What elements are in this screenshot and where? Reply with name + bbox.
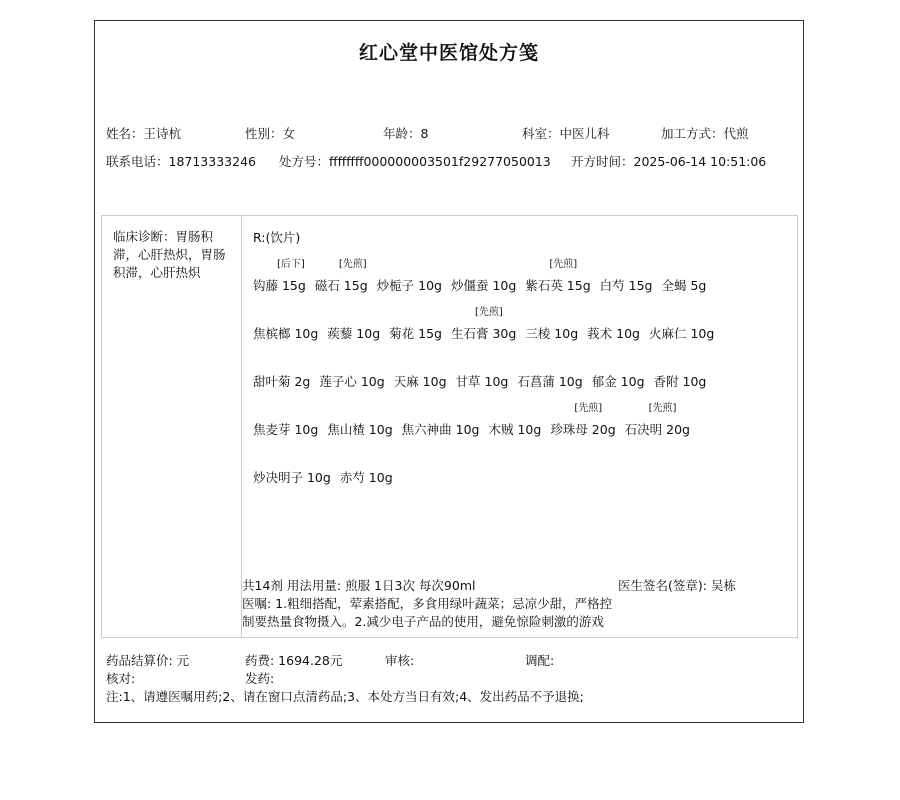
herb-text: 蒺藜 10g <box>327 326 381 341</box>
herb-item <box>394 372 447 390</box>
herb-note: [先煎] <box>549 259 578 270</box>
herb-text: 焦山楂 10g <box>327 422 393 437</box>
herb-text: 赤芍 10g <box>339 470 393 485</box>
rx-header: R:(饮片) <box>253 230 301 245</box>
herb-item <box>517 372 582 390</box>
rx-number: 处方号：ffffffff000000003501f29277050013 <box>279 154 551 169</box>
herb-note: [先煎] <box>574 403 603 414</box>
check: 核对: <box>106 671 136 686</box>
patient-name: 姓名：王诗杭 <box>106 126 182 141</box>
herb-row <box>253 372 715 390</box>
herb-item <box>649 324 714 342</box>
medical-advice: 医嘱: 1.粗细搭配，荤素搭配，多食用绿叶蔬菜；忌凉少甜，严格控制要热量食物摄入。2.减少电子产品的使用，避免惊险刺激的游戏 <box>242 596 613 629</box>
herb-item <box>314 259 368 294</box>
herb-item <box>377 276 442 294</box>
herb-note: [先煎] <box>474 307 503 318</box>
herb-item <box>654 372 707 390</box>
herb-text: 甜叶菊 2g <box>253 374 311 389</box>
herb-item <box>456 372 509 390</box>
herb-text: 莲子心 10g <box>319 374 385 389</box>
doctor-signature: 医生签名(签章): 吴栋 <box>618 578 736 593</box>
herb-item <box>525 259 591 294</box>
herb-note: [后下] <box>277 259 305 270</box>
herb-text: 天麻 10g <box>393 374 447 389</box>
herb-row <box>253 403 699 438</box>
herb-row <box>253 307 723 342</box>
herb-item <box>253 420 318 438</box>
settle-price: 药品结算价: 元 <box>106 653 190 668</box>
herb-item <box>600 276 653 294</box>
drug-fee: 药费: 1694.28元 <box>245 653 343 668</box>
herb-item <box>450 307 517 342</box>
herb-text: 石菖蒲 10g <box>517 374 583 389</box>
herb-text: 甘草 10g <box>455 374 509 389</box>
prescription-sheet <box>94 20 804 723</box>
footer-notes: 注:1、请遵医嘱用药;2、请在窗口点清药品;3、本处方当日有效;4、发出药品不予退换; <box>106 689 584 704</box>
issue: 发药: <box>245 671 275 686</box>
herb-item <box>253 259 306 294</box>
herb-text: 钩藤 15g <box>253 278 306 293</box>
herb-text: 菊花 15g <box>389 326 442 341</box>
prescription-box <box>101 215 798 638</box>
herb-item <box>340 468 393 486</box>
herb-item <box>327 420 392 438</box>
herb-item <box>488 420 541 438</box>
processing-method: 加工方式：代煎 <box>661 126 749 141</box>
herb-text: 焦六神曲 10g <box>401 422 480 437</box>
herb-item <box>253 372 310 390</box>
patient-gender: 性别：女 <box>245 126 296 141</box>
phone: 联系电话：18713333246 <box>106 154 256 169</box>
herb-text: 郁金 10g <box>591 374 645 389</box>
herb-note: [先煎] <box>338 259 367 270</box>
herb-text: 白芍 15g <box>599 278 653 293</box>
herb-item <box>402 420 480 438</box>
herb-text: 三棱 10g <box>525 326 579 341</box>
herb-item <box>389 324 442 342</box>
herb-item <box>525 324 578 342</box>
diagnosis: 临床诊断：胃肠积滞，心肝热炽，胃肠积滞，心肝热炽 <box>102 216 242 637</box>
herb-note: [先煎] <box>648 403 677 414</box>
herb-text: 全蝎 5g <box>661 278 707 293</box>
herb-item <box>319 372 384 390</box>
herb-row <box>253 259 715 294</box>
patient-age: 年龄：8 <box>383 126 429 141</box>
herb-item <box>451 276 516 294</box>
herb-text: 焦槟榔 10g <box>253 326 319 341</box>
herb-item <box>327 324 380 342</box>
herb-item <box>587 324 640 342</box>
page-title: 红心堂中医馆处方笺 <box>358 42 539 64</box>
herb-text: 炒决明子 10g <box>253 470 331 485</box>
herb-text: 炒僵蚕 10g <box>450 278 517 293</box>
herb-item <box>253 468 331 486</box>
herb-text: 炒栀子 10g <box>376 278 442 293</box>
rx-time: 开方时间：2025-06-14 10:51:06 <box>571 154 767 169</box>
herb-item <box>550 403 616 438</box>
herb-text: 木贼 10g <box>488 422 542 437</box>
herb-text: 珍珠母 20g <box>550 422 616 437</box>
herb-item <box>592 372 645 390</box>
herb-text: 莪术 10g <box>587 326 640 341</box>
department: 科室：中医儿科 <box>522 126 610 141</box>
herb-item <box>661 276 706 294</box>
herb-text: 火麻仁 10g <box>648 326 715 341</box>
review: 审核: <box>385 653 415 668</box>
herb-text: 紫石英 15g <box>525 278 591 293</box>
herb-row <box>253 468 402 486</box>
herb-text: 焦麦芽 10g <box>253 422 319 437</box>
dispense: 调配: <box>525 653 555 668</box>
herb-text: 生石膏 30g <box>450 326 517 341</box>
herb-item <box>253 324 318 342</box>
usage: 共14剂 用法用量: 煎服 1日3次 每次90ml <box>242 578 476 593</box>
herb-text: 磁石 15g <box>314 278 368 293</box>
herb-text: 香附 10g <box>653 374 707 389</box>
herb-text: 石决明 20g <box>624 422 690 437</box>
herb-item <box>624 403 690 438</box>
